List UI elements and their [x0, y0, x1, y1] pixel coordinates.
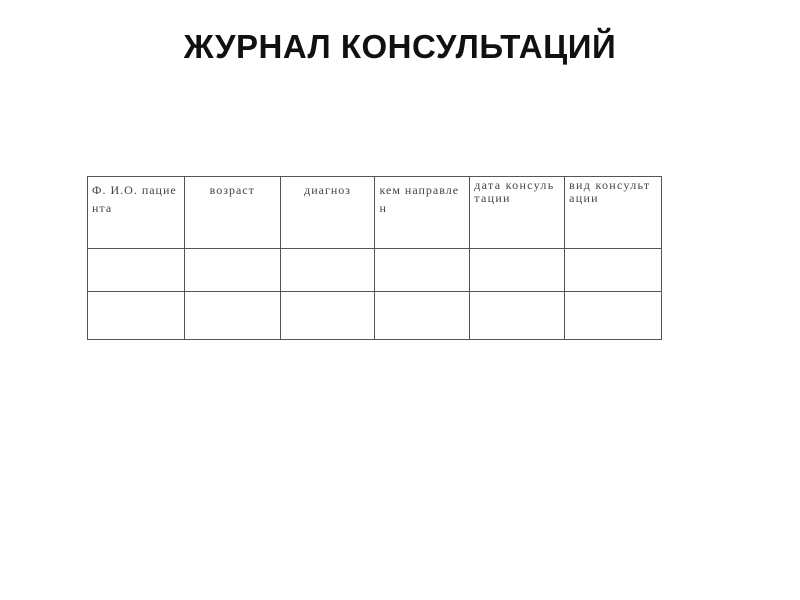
header-cell-referred-by — [375, 177, 470, 249]
table-cell — [565, 249, 662, 292]
header-label-consultation-date: дата консультации — [474, 178, 555, 205]
header-cell-diagnosis — [280, 177, 375, 249]
table-cell — [375, 249, 470, 292]
header-cell-age — [184, 177, 280, 249]
table-cell — [470, 292, 565, 340]
header-label-age: возраст — [209, 183, 255, 197]
header-cell-patient-name — [88, 177, 185, 249]
header-label-diagnosis: диагноз — [304, 183, 352, 197]
table-row — [88, 249, 662, 292]
table-cell — [88, 249, 185, 292]
page-title: ЖУРНАЛ КОНСУЛЬТАЦИЙ — [183, 28, 617, 65]
table-cell — [565, 292, 662, 340]
table-cell — [184, 249, 280, 292]
header-cell-consultation-type — [565, 177, 662, 249]
table-cell — [184, 292, 280, 340]
table-header-row — [88, 177, 662, 249]
table-cell — [280, 249, 375, 292]
table-cell — [88, 292, 185, 340]
header-label-patient-name: Ф. И.О. пациента — [92, 183, 177, 215]
header-cell-consultation-date — [470, 177, 565, 249]
table-cell — [280, 292, 375, 340]
header-label-referred-by: кем направлен — [379, 183, 460, 215]
consultation-journal-table — [87, 176, 662, 340]
header-label-consultation-type: вид консультации — [569, 178, 651, 205]
table-cell — [470, 249, 565, 292]
table-cell — [375, 292, 470, 340]
table-row — [88, 292, 662, 340]
